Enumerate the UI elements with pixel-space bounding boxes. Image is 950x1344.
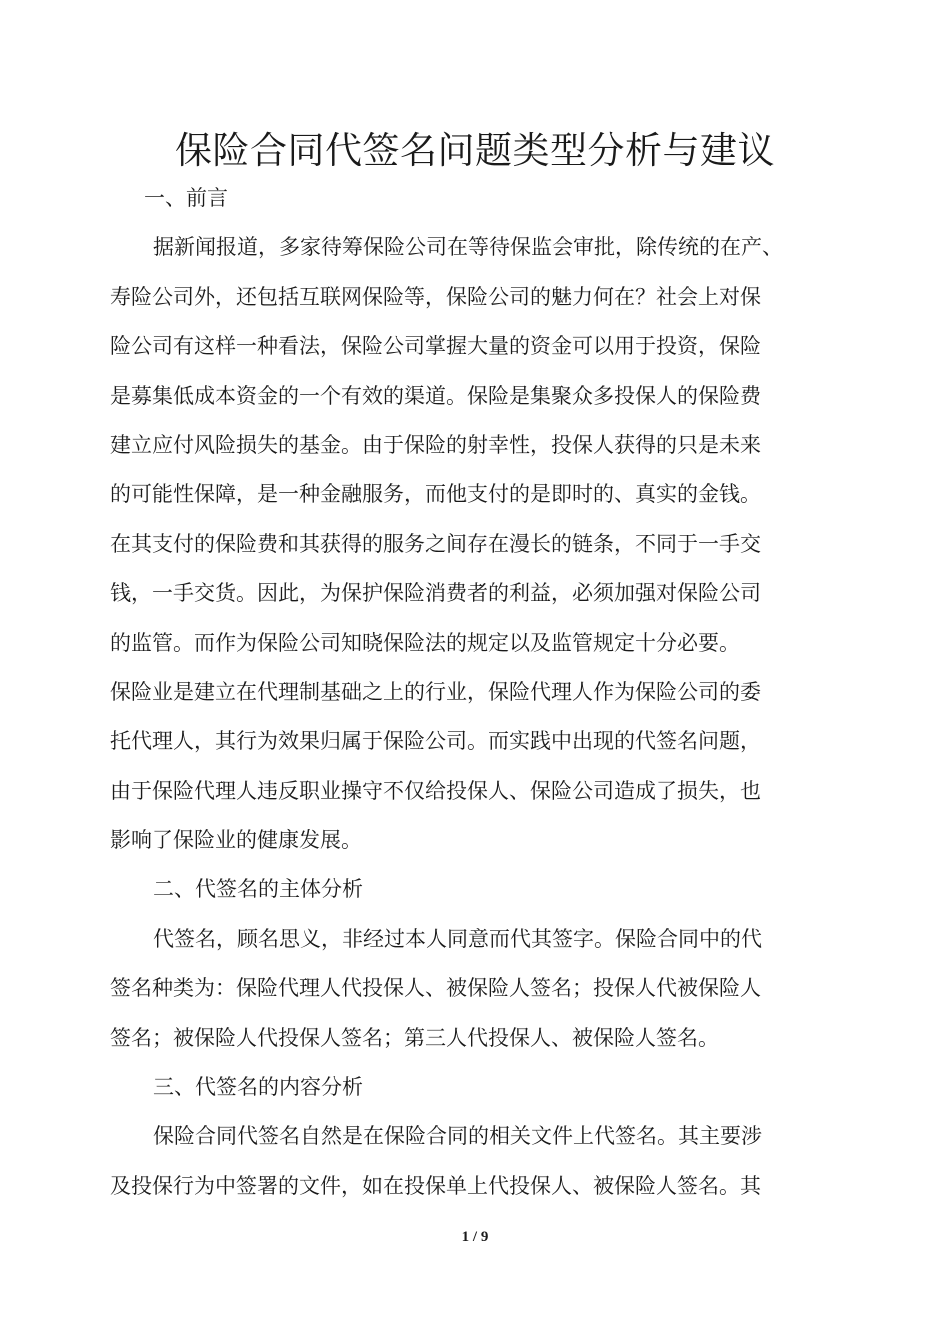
paragraph-line: 的可能性保障，是一种金融服务，而他支付的是即时的、真实的金钱。 <box>110 482 761 507</box>
section-heading: 一、前言 <box>144 186 228 210</box>
paragraph-line: 影响了保险业的健康发展。 <box>110 828 362 853</box>
paragraph-line: 托代理人，其行为效果归属于保险公司。而实践中出现的代签名问题， <box>110 729 761 754</box>
paragraph-line: 钱，一手交货。因此，为保护保险消费者的利益，必须加强对保险公司 <box>110 581 761 606</box>
document-body <box>110 174 830 1211</box>
paragraph-line: 险公司有这样一种看法，保险公司掌握大量的资金可以用于投资，保险 <box>110 334 761 359</box>
paragraph-line: 保险合同代签名自然是在保险合同的相关文件上代签名。其主要涉 <box>153 1124 762 1149</box>
paragraph-line: 据新闻报道，多家待筹保险公司在等待保监会审批，除传统的在产、 <box>153 235 783 260</box>
paragraph-line: 保险业是建立在代理制基础之上的行业，保险代理人作为保险公司的委 <box>110 679 761 704</box>
paragraph-line: 是募集低成本资金的一个有效的渠道。保险是集聚众多投保人的保险费 <box>110 383 761 408</box>
paragraph-line: 由于保险代理人违反职业操守不仅给投保人、保险公司造成了损失，也 <box>110 778 761 803</box>
page-indicator: 1 / 9 <box>461 1229 489 1245</box>
paragraph-line: 及投保行为中签署的文件，如在投保单上代投保人、被保险人签名。其 <box>110 1173 761 1198</box>
paragraph-line: 建立应付风险损失的基金。由于保险的射幸性，投保人获得的只是未来 <box>110 432 761 457</box>
paragraph-line: 寿险公司外，还包括互联网保险等，保险公司的魅力何在？社会上对保 <box>110 284 761 309</box>
section-heading: 二、代签名的主体分析 <box>153 877 363 902</box>
paragraph-line: 的监管。而作为保险公司知晓保险法的规定以及监管规定十分必要。 <box>110 630 740 655</box>
paragraph-line: 签名；被保险人代投保人签名；第三人代投保人、被保险人签名。 <box>110 1025 719 1050</box>
paragraph-line: 代签名，顾名思义，非经过本人同意而代其签字。保险合同中的代 <box>153 926 762 951</box>
paragraph-line: 在其支付的保险费和其获得的服务之间存在漫长的链条，不同于一手交 <box>110 531 761 556</box>
section-heading: 三、代签名的内容分析 <box>153 1075 363 1100</box>
paragraph-line: 签名种类为：保险代理人代投保人、被保险人签名；投保人代被保险人 <box>110 976 761 1001</box>
document-title: 保险合同代签名问题类型分析与建议 <box>175 129 775 172</box>
